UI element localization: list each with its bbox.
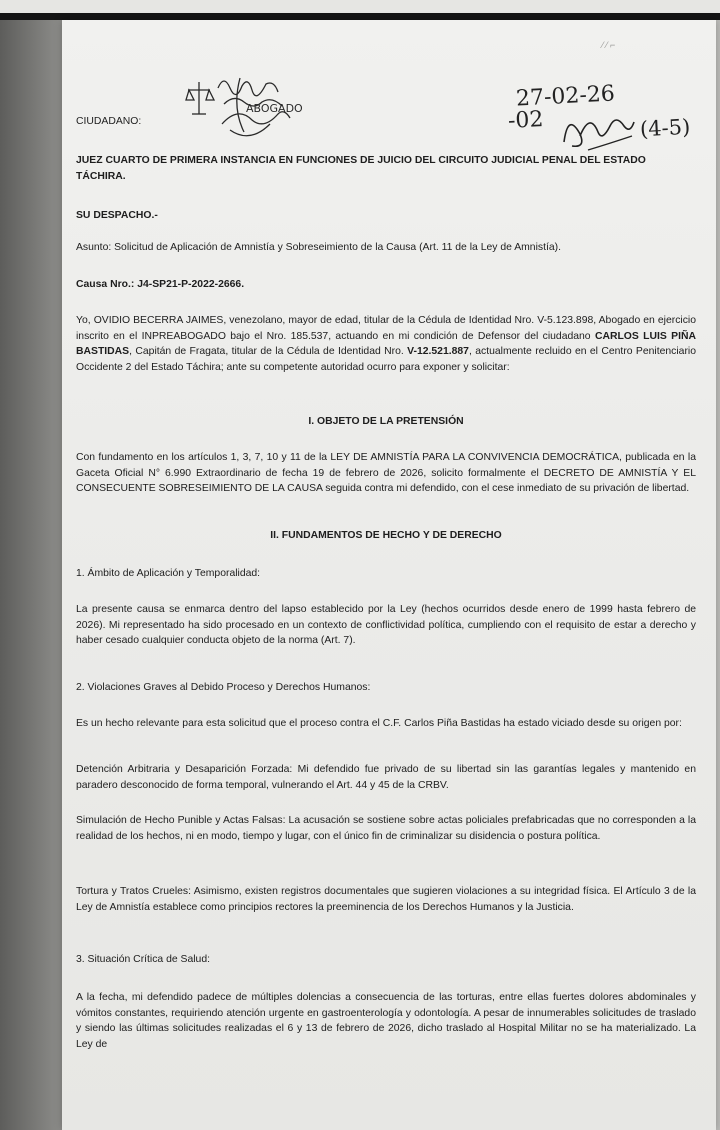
subsection1-title: 1. Ámbito de Aplicación y Temporalidad: [76, 568, 261, 579]
asunto: Asunto: Solicitud de Aplicación de Amnistía y Sobreseimiento de la Causa (Art. 11 de la Ley de Amnistía). [76, 242, 561, 253]
causa-label: Causa Nro.: [76, 279, 135, 290]
scan-mark: ⁄ ⁄ ⌐ [602, 40, 616, 50]
subsection3-body: A la fecha, mi defendido padece de múltiples dolencias a consecuencia de las torturas, entre ellas fuertes dolores abdominales y vómitos constantes, requiriendo atención urgente en gastroenterología y odontología. A pesar de innumerables solicitudes de traslado y siendo las últimas solicitudes realizadas el 6 y 13 de febrero de 2026, dicho traslado al Hospital Militar no se ha materializado. La Ley de [76, 992, 696, 1050]
receipt-signature [558, 102, 648, 158]
top-dark-bar [0, 13, 720, 20]
section1-body: Con fundamento en los artículos 1, 3, 7, 10 y 11 de la LEY DE AMNISTÍA PARA LA CONVIVENCIA DEMOCRÁTICA, publicada en la Gaceta Oficial N° 6.990 Extraordinario de fecha 19 de febrero de 2026, solicito formalmente el DECRETO DE AMNISTÍA Y EL CONSECUENTE SOBRESEIMIENTO DE LA CAUSA seguida contra mi defendido, con el cese inmediato de su privación de libertad. [76, 452, 696, 495]
violation-item-1: Detención Arbitraria y Desaparición Forzada: Mi defendido fue privado de su libertad sin las garantías legales y mantenido en paradero desconocido de forma temporal, vulnerando el Art. 44 y 45 de la CRBV. [76, 764, 696, 791]
intro-paragraph [76, 313, 696, 375]
top-edge [0, 0, 720, 14]
receipt-date: 27-02-26 [515, 81, 616, 112]
background-left [0, 20, 62, 1130]
background-right [716, 20, 720, 1130]
client-name: CARLOS LUIS PIÑA BASTIDAS [76, 330, 696, 358]
violation-item-2: Simulación de Hecho Punible y Actas Falsas: La acusación se sostiene sobre actas policiales prefabricadas que no corresponden a la realidad de los hechos, ni en modo, tiempo y lugar, con el único fin de criminalizar su disidencia o postura política. [76, 815, 696, 842]
subsection2-title: 2. Violaciones Graves al Debido Proceso y Derechos Humanos: [76, 682, 371, 693]
stamp-text: ABOGADO [246, 102, 303, 115]
receipt-number: -02 [507, 107, 545, 134]
subsection2-body: Es un hecho relevante para esta solicitud que el proceso contra el C.F. Carlos Piña Bastidas ha estado viciado desde su origen por: [76, 718, 682, 729]
receipt-ref: (4-5) [639, 114, 691, 142]
section1-title: I. OBJETO DE LA PRETENSIÓN [308, 416, 464, 427]
document-page [62, 20, 716, 1130]
intro-text-2: , Capitán de Fragata, titular de la Cédula de Identidad Nro. [129, 346, 408, 358]
despacho: SU DESPACHO.- [76, 210, 158, 221]
intro-text-1: Yo, OVIDIO BECERRA JAIMES, venezolano, mayor de edad, titular de la Cédula de Identidad Nro. V-5.123.898, Abogado en ejercicio inscrito en el INPREABOGADO bajo el Nro. 185.537, actuando en mi condición de Defensor del ciudadano [76, 315, 696, 342]
judge-heading: JUEZ CUARTO DE PRIMERA INSTANCIA EN FUNCIONES DE JUICIO DEL CIRCUITO JUDICIAL PENAL DEL ESTADO TÁCHIRA. [76, 155, 646, 182]
intro-text-3: , actualmente recluido en el Centro Penitenciario Occidente 2 del Estado Táchira; ante su competente autoridad ocurro para exponer y solicitar: [76, 346, 697, 373]
lawyer-stamp [180, 68, 320, 146]
client-ci: V-12.521.887 [407, 346, 469, 358]
causa-value: J4-SP21-P-2022-2666. [137, 279, 245, 290]
subsection3-title: 3. Situación Crítica de Salud: [76, 954, 210, 965]
section2-title: II. FUNDAMENTOS DE HECHO Y DE DERECHO [270, 530, 502, 541]
addressee: CIUDADANO: [76, 116, 142, 127]
causa-line [76, 277, 696, 293]
violation-item-3: Tortura y Tratos Crueles: Asimismo, existen registros documentales que sugieren violaciones a su integridad física. El Artículo 3 de la Ley de Amnistía establece como principios rectores la preeminencia de los Derechos Humanos y la Justicia. [76, 886, 696, 913]
subsection1-body: La presente causa se enmarca dentro del lapso establecido por la Ley (hechos ocurridos desde enero de 1999 hasta febrero de 2026). Mi representado ha sido procesado en un contexto de conflictividad política, cumpliendo con el requisito de estar a derecho y haber cesado cualquier conducta objeto de la norma (Art. 7). [76, 604, 696, 647]
